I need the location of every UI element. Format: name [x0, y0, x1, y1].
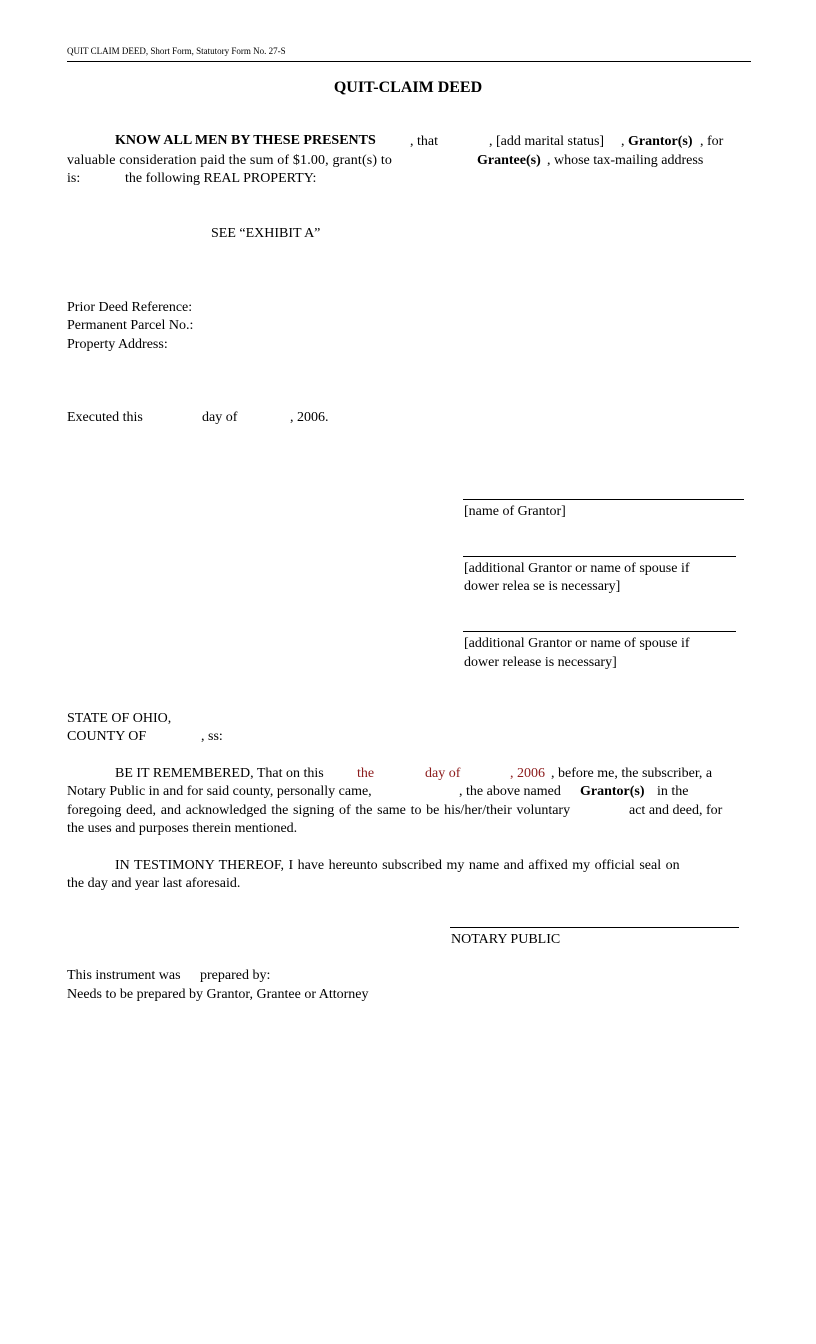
grantee-label: Grantee(s): [477, 153, 541, 168]
additional-grantor-2-label-2: dower release is necessary]: [464, 655, 617, 670]
grantor-label: Grantor(s): [628, 134, 693, 149]
grantor-signature-line: [463, 499, 744, 500]
ack-grantor-label: Grantor(s): [580, 784, 645, 799]
intro-line3: the following REAL PROPERTY:: [125, 171, 317, 186]
form-id-header: QUIT CLAIM DEED, Short Form, Statutory Form No. 27-S: [67, 46, 286, 56]
property-address-label: Property Address:: [67, 337, 168, 352]
intro-is: is:: [67, 171, 81, 186]
parcel-no-label: Permanent Parcel No.:: [67, 318, 194, 333]
ack-foregoing: foregoing deed, and acknowledged the signing of the same to be his/her/their voluntary: [67, 803, 571, 818]
ack-day-of: day of: [425, 766, 461, 781]
executed-this: Executed this: [67, 410, 143, 425]
additional-grantor-2-label: [additional Grantor or name of spouse if: [464, 636, 690, 651]
notary-signature-line: [450, 927, 739, 928]
intro-that: , that: [410, 134, 438, 149]
venue-state: STATE OF OHIO,: [67, 711, 172, 726]
prepared-by-b: prepared by:: [200, 968, 271, 983]
testimony-line2: the day and year last aforesaid.: [67, 876, 241, 891]
ack-the: the: [357, 766, 375, 781]
notary-public-label: NOTARY PUBLIC: [451, 932, 561, 947]
venue-ss: , ss:: [201, 729, 223, 744]
ack-act-and-deed: act and deed, for: [629, 803, 723, 818]
ack-year: , 2006: [510, 766, 545, 781]
additional-grantor-1-label-2: dower relea se is necessary]: [464, 579, 621, 594]
document-title: QUIT-CLAIM DEED: [333, 79, 483, 96]
prepared-by-a: This instrument was: [67, 968, 181, 983]
ack-in-the: in the: [657, 784, 689, 799]
executed-year: , 2006.: [290, 410, 329, 425]
ack-remembered: BE IT REMEMBERED, That on this: [115, 766, 324, 781]
prior-deed-label: Prior Deed Reference:: [67, 300, 193, 315]
header-rule: [67, 61, 751, 62]
additional-grantor-1-label: [additional Grantor or name of spouse if: [464, 561, 690, 576]
venue-county: COUNTY OF: [67, 729, 147, 744]
intro-line2: valuable consideration paid the sum of $1.00, grant(s) to: [67, 153, 393, 168]
intro-line2-b: , whose tax-mailing address: [547, 153, 704, 168]
intro-for: , for: [700, 134, 724, 149]
testimony-line1: IN TESTIMONY THEREOF, I have hereunto subscribed my name and affixed my official seal on: [115, 858, 680, 873]
grantor-name-label: [name of Grantor]: [464, 504, 566, 519]
intro-marital: , [add marital status]: [489, 134, 605, 149]
ack-before-me: , before me, the subscriber, a: [551, 766, 713, 781]
additional-grantor-1-line: [463, 556, 736, 557]
intro-lead: KNOW ALL MEN BY THESE PRESENTS: [115, 133, 376, 148]
ack-notary-public: Notary Public in and for said county, personally came,: [67, 784, 372, 799]
additional-grantor-2-line: [463, 631, 736, 632]
preparer-note: Needs to be prepared by Grantor, Grantee or Attorney: [67, 987, 369, 1002]
exhibit-reference: SEE “EXHIBIT A”: [211, 226, 321, 241]
ack-above-named: , the above named: [459, 784, 561, 799]
executed-day-of: day of: [202, 410, 238, 425]
ack-uses: the uses and purposes therein mentioned.: [67, 821, 298, 836]
